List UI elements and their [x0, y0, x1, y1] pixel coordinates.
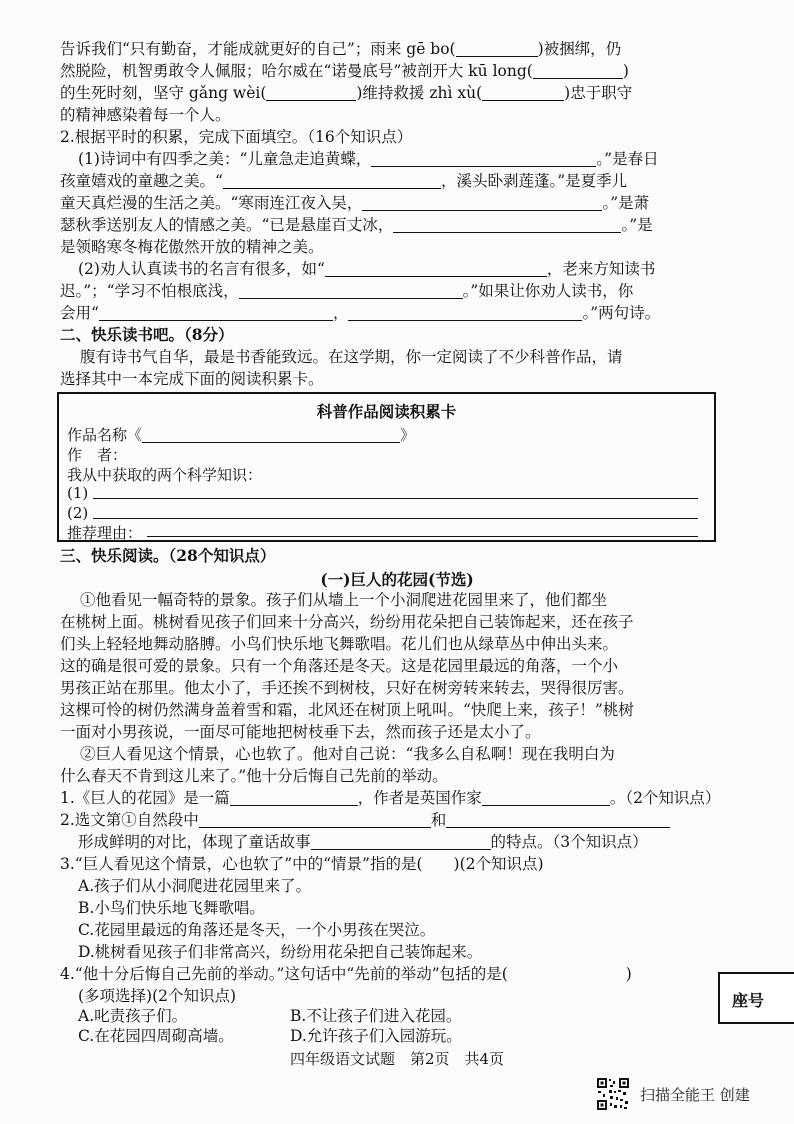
card-item-2-line[interactable]	[93, 518, 698, 519]
answer-blank[interactable]	[230, 790, 358, 806]
q4-option-a[interactable]: A.叱责孩子们。	[78, 1007, 188, 1025]
scanner-watermark-text: 扫描全能王 创建	[640, 1086, 750, 1104]
section-2-title: 二、快乐读书吧。（8分）	[60, 325, 234, 344]
q2-title: 2.根据平时的积累，完成下面填空。（16个知识点）	[60, 128, 413, 146]
q3-option-a[interactable]: A.孩子们从小洞爬进花园里来了。	[78, 877, 312, 895]
answer-blank[interactable]	[393, 217, 621, 233]
q4-option-b[interactable]: B.不让孩子们进入花园。	[290, 1007, 462, 1025]
q1-continuation-line-3: 的生死时刻，坚守 gǎng wèi( )维持救援 zhì xù( )忠于职守	[60, 84, 633, 102]
q1-continuation-line-1: 告诉我们“只有勤奋，才能成就更好的自己”；雨来 gē bo( )被捆绑，仍	[60, 40, 622, 58]
answer-blank[interactable]	[325, 261, 547, 277]
q3-option-c[interactable]: C.花园里最远的角落还是冬天，一个小男孩在哭泣。	[78, 921, 436, 939]
seat-number-label: 座号	[732, 991, 765, 1010]
reading-q1: 1.《巨人的花园》是一篇 ，作者是英国作家 。（2个知识点）	[60, 789, 721, 807]
passage-para-2-line: 什么春天不肯到这儿来了。”他十分后悔自己先前的举动。	[60, 767, 448, 785]
card-item-2-label: (2)	[67, 504, 89, 522]
reading-q2-cont: 形成鲜明的对比，体现了童话故事 的特点。（3个知识点）	[78, 833, 648, 851]
passage-para-1-line: 们头上轻轻地舞动胳膊。小鸟们快乐地飞舞歌唱。花儿们也从绿草丛中伸出头来。	[60, 635, 619, 653]
passage-para-1-line: 在桃树上面。桃树看见孩子们回来十分高兴，纷纷用花朵把自己装饰起来，还在孩子	[60, 613, 634, 631]
q2-line-7: 迟。”；“学习不怕根底浅， 。”如果让你劝人读书，你	[60, 282, 634, 300]
seat-number-box[interactable]	[718, 972, 794, 1024]
answer-blank[interactable]	[456, 41, 538, 57]
q2-line-3: 童天真烂漫的生活之美。“寒雨连江夜入吴， 。”是萧	[60, 194, 650, 212]
answer-blank[interactable]	[266, 85, 356, 101]
card-reason-label: 推荐理由：	[67, 524, 143, 542]
passage-title: (一)巨人的花园(节选)	[320, 570, 474, 589]
q2-line-4: 瑟秋季送别友人的情感之美。“已是悬崖百丈冰， 。”是	[60, 216, 653, 234]
q2-line-6: (2)劝人认真读书的名言有很多，如“ ，老来方知读书	[78, 260, 656, 278]
answer-blank[interactable]	[99, 305, 333, 321]
answer-blank[interactable]	[482, 85, 564, 101]
page-footer: 四年级语文试题 第2页 共4页	[289, 1050, 505, 1068]
q2-line-1: (1)诗词中有四季之美：“儿童急走追黄蝶， 。”是春日	[78, 150, 659, 168]
answer-blank[interactable]	[482, 790, 610, 806]
q4-option-d[interactable]: D.允许孩子们入园游玩。	[290, 1027, 462, 1045]
q2-line-5: 是领略寒冬梅花傲然开放的精神之美。	[60, 238, 324, 256]
q1-continuation-line-2: 然脱险，机智勇敢令人佩服；哈尔威在“诺曼底号”被剖开大 kū long( )	[60, 62, 629, 80]
answer-blank[interactable]	[348, 305, 582, 321]
answer-blank[interactable]	[239, 283, 463, 299]
passage-para-2-line: ②巨人看见这个情景，心也软了。他对自己说：“我多么自私啊！现在我明白为	[80, 745, 615, 763]
card-author: 作 者：	[67, 446, 128, 464]
answer-blank[interactable]	[533, 63, 623, 79]
q2-line-8: 会用“ ， 。”两句诗。	[60, 304, 661, 322]
reading-q4-note: (多项选择)(2个知识点)	[78, 987, 237, 1005]
card-knowledge-label: 我从中获取的两个科学知识：	[67, 466, 263, 484]
passage-para-1-line: ①他看见一幅奇特的景象。孩子们从墙上一个小洞爬进花园里来了，他们都坐	[80, 591, 608, 609]
work-name-field[interactable]	[142, 427, 400, 443]
section-2-intro-1: 腹有诗书气自华，最是书香能致远。在这学期，你一定阅读了不少科普作品，请	[80, 348, 623, 366]
answer-blank[interactable]	[199, 812, 431, 828]
qr-code-icon	[596, 1077, 630, 1111]
card-item-1-line[interactable]	[93, 498, 698, 499]
card-reason-line[interactable]	[147, 536, 698, 537]
reading-q2: 2.选文第①自然段中 和	[60, 810, 670, 830]
card-item-1-label: (1)	[67, 484, 89, 502]
answer-blank[interactable]	[446, 812, 670, 828]
answer-blank[interactable]	[371, 151, 596, 167]
passage-para-1-line: 这棵可怜的树仍然满身盖着雪和霜，北风还在树顶上吼叫。“快爬上来，孩子！”桃树	[60, 701, 634, 719]
reading-record-card	[57, 392, 716, 542]
answer-blank[interactable]	[362, 195, 602, 211]
reading-q4: 4.“他十分后悔自己先前的举动。”这句话中“先前的举动”包括的是( )	[60, 965, 632, 983]
card-work-name: 作品名称《 》	[67, 426, 416, 444]
q4-option-c[interactable]: C.在花园四周砌高墙。	[78, 1027, 234, 1045]
section-2-intro-2: 选择其中一本完成下面的阅读积累卡。	[60, 370, 324, 388]
q1-continuation-line-4: 的精神感染着每一个人。	[60, 106, 231, 124]
answer-blank[interactable]	[223, 173, 441, 189]
passage-para-1-line: 一面对小男孩说，一面尽可能地把树枝垂下去，然而孩子还是太小了。	[60, 723, 541, 741]
card-title: 科普作品阅读积累卡	[316, 402, 457, 421]
passage-para-1-line: 男孩正站在那里。他太小了，手还挨不到树枝，只好在树旁转来转去，哭得很厉害。	[60, 679, 634, 697]
section-3-title: 三、快乐阅读。（28个知识点）	[60, 546, 276, 565]
q2-line-2: 孩童嬉戏的童趣之美。“ ，溪头卧剥莲蓬。”是夏季儿	[60, 172, 628, 190]
answer-blank[interactable]	[311, 834, 491, 850]
q3-option-d[interactable]: D.桃树看见孩子们非常高兴，纷纷用花朵把自己装饰起来。	[78, 943, 483, 961]
reading-q3: 3.“巨人看见这个情景，心也软了”中的“情景”指的是( )(2个知识点)	[60, 855, 544, 873]
passage-para-1-line: 这的确是很可爱的景象。只有一个角落还是冬天。这是花园里最远的角落，一个小	[60, 657, 619, 675]
q3-option-b[interactable]: B.小鸟们快乐地飞舞歌唱。	[78, 899, 265, 917]
